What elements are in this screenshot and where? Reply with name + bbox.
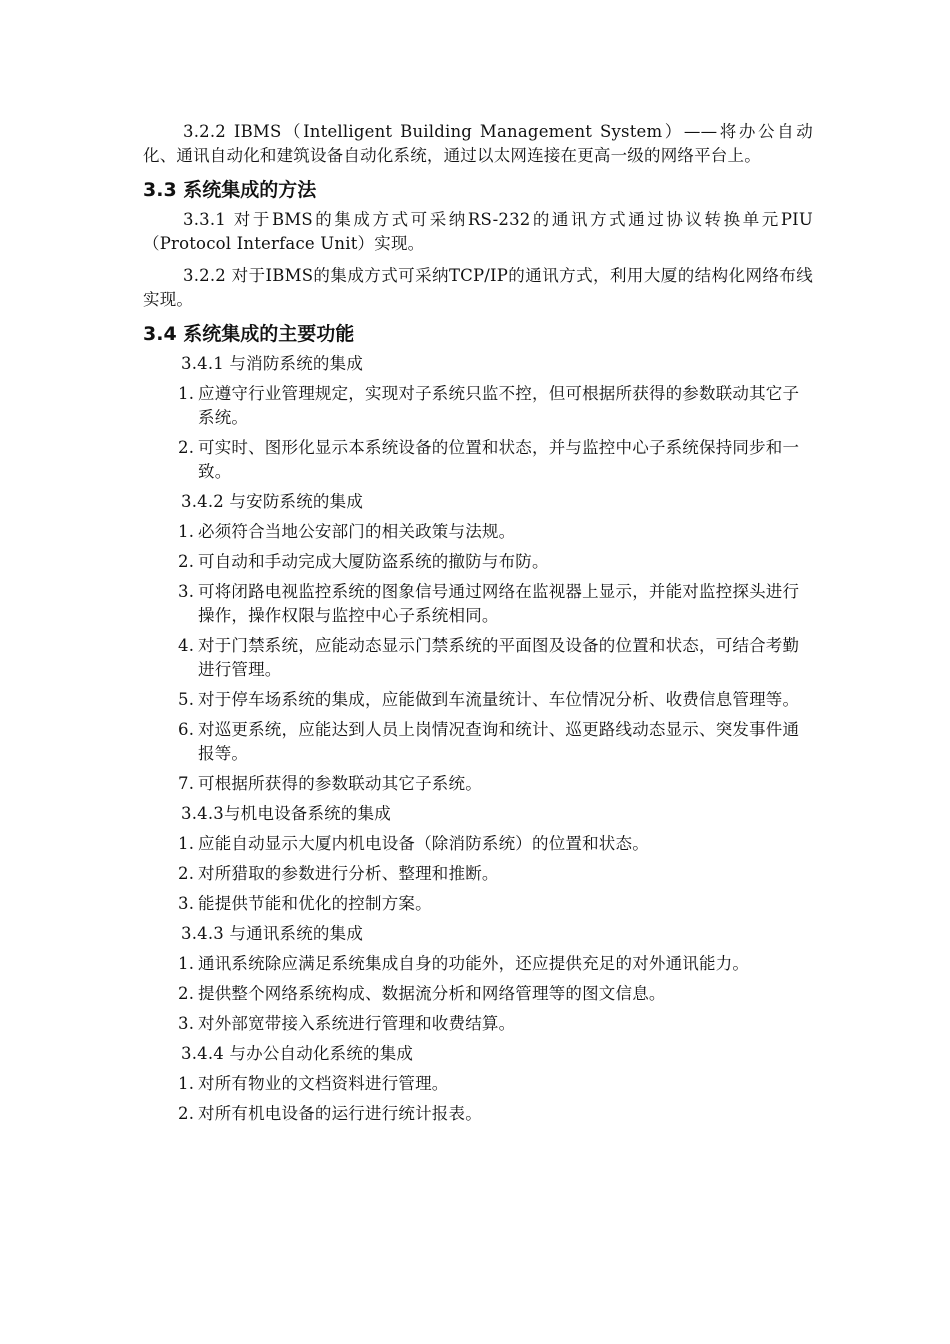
list-number: 4. bbox=[178, 636, 195, 655]
list-item bbox=[143, 1072, 813, 1096]
list-number: 3. bbox=[178, 894, 195, 913]
list-item bbox=[143, 832, 813, 856]
list-text: 对于停车场系统的集成，应能做到车流量统计、车位情况分析、收费信息管理等。 bbox=[198, 690, 800, 709]
list-text: 可根据所获得的参数联动其它子系统。 bbox=[198, 774, 482, 793]
list-text: 对巡更系统，应能达到人员上岗情况查询和统计、巡更路线动态显示、突发事件通报等。 bbox=[198, 720, 800, 763]
list-number: 5. bbox=[178, 690, 195, 709]
list-text: 对所有机电设备的运行进行统计报表。 bbox=[198, 1104, 482, 1123]
list-text: 对于门禁系统，应能动态显示门禁系统的平面图及设备的位置和状态，可结合考勤进行管理。 bbox=[198, 636, 800, 679]
list-number: 1. bbox=[178, 384, 195, 403]
list-number: 2. bbox=[178, 438, 195, 457]
list-text: 应能自动显示大厦内机电设备（除消防系统）的位置和状态。 bbox=[198, 834, 649, 853]
list-number: 2. bbox=[178, 864, 195, 883]
list-number: 1. bbox=[178, 954, 195, 973]
subsection-3-4-2: 3.4.2 与安防系统的集成 bbox=[181, 492, 364, 511]
list-number: 3. bbox=[178, 582, 195, 601]
subsection-3-4-3-mechanical: 3.4.3与机电设备系统的集成 bbox=[181, 804, 391, 823]
list-item bbox=[143, 634, 813, 682]
list-number: 6. bbox=[178, 720, 195, 739]
list-item bbox=[143, 1012, 813, 1036]
list-item bbox=[143, 952, 813, 976]
intro-paragraph: 3.2.2 IBMS（Intelligent Building Management System）——将办公自动化、通讯自动化和建筑设备自动化系统，通过以太网连接在更高一级的网络平台上。 bbox=[143, 122, 813, 165]
list-number: 1. bbox=[178, 1074, 195, 1093]
list-item bbox=[143, 1102, 813, 1126]
list-text: 必须符合当地公安部门的相关政策与法规。 bbox=[198, 522, 516, 541]
section-3-3-heading: 3.3 系统集成的方法 bbox=[143, 179, 317, 201]
list-item bbox=[143, 550, 813, 574]
section-3-4-heading: 3.4 系统集成的主要功能 bbox=[143, 323, 355, 345]
list-text: 可自动和手动完成大厦防盗系统的撤防与布防。 bbox=[198, 552, 549, 571]
list-number: 2. bbox=[178, 1104, 195, 1123]
document-body bbox=[143, 120, 813, 1132]
subsection-3-4-1: 3.4.1 与消防系统的集成 bbox=[181, 354, 364, 373]
subsection-3-4-3-communication: 3.4.3 与通讯系统的集成 bbox=[181, 924, 364, 943]
list-text: 可实时、图形化显示本系统设备的位置和状态，并与监控中心子系统保持同步和一致。 bbox=[198, 438, 800, 481]
subsection-3-4-4: 3.4.4 与办公自动化系统的集成 bbox=[181, 1044, 414, 1063]
list-item bbox=[143, 580, 813, 628]
list-item bbox=[143, 862, 813, 886]
list-number: 7. bbox=[178, 774, 195, 793]
list-item bbox=[143, 718, 813, 766]
paragraph-3-3-1: 3.3.1 对于BMS的集成方式可采纳RS-232的通讯方式通过协议转换单元PIU（Protocol Interface Unit）实现。 bbox=[143, 210, 813, 253]
list-text: 通讯系统除应满足系统集成自身的功能外，还应提供充足的对外通讯能力。 bbox=[198, 954, 750, 973]
list-item bbox=[143, 520, 813, 544]
list-number: 1. bbox=[178, 834, 195, 853]
list-text: 对外部宽带接入系统进行管理和收费结算。 bbox=[198, 1014, 516, 1033]
list-number: 1. bbox=[178, 522, 195, 541]
list-item bbox=[143, 982, 813, 1006]
list-item bbox=[143, 382, 813, 430]
list-text: 能提供节能和优化的控制方案。 bbox=[198, 894, 432, 913]
list-text: 对所猎取的参数进行分析、整理和推断。 bbox=[198, 864, 499, 883]
list-number: 3. bbox=[178, 1014, 195, 1033]
list-number: 2. bbox=[178, 984, 195, 1003]
list-text: 对所有物业的文档资料进行管理。 bbox=[198, 1074, 449, 1093]
list-number: 2. bbox=[178, 552, 195, 571]
list-text: 可将闭路电视监控系统的图象信号通过网络在监视器上显示，并能对监控探头进行操作，操作权限与监控中心子系统相同。 bbox=[198, 582, 800, 625]
list-text: 提供整个网络系统构成、数据流分析和网络管理等的图文信息。 bbox=[198, 984, 666, 1003]
list-text: 应遵守行业管理规定，实现对子系统只监不控，但可根据所获得的参数联动其它子系统。 bbox=[198, 384, 800, 427]
list-item bbox=[143, 772, 813, 796]
list-item bbox=[143, 688, 813, 712]
list-item bbox=[143, 892, 813, 916]
paragraph-3-2-2: 3.2.2 对于IBMS的集成方式可采纳TCP/IP的通讯方式，利用大厦的结构化网络布线实现。 bbox=[143, 266, 813, 309]
list-item bbox=[143, 436, 813, 484]
